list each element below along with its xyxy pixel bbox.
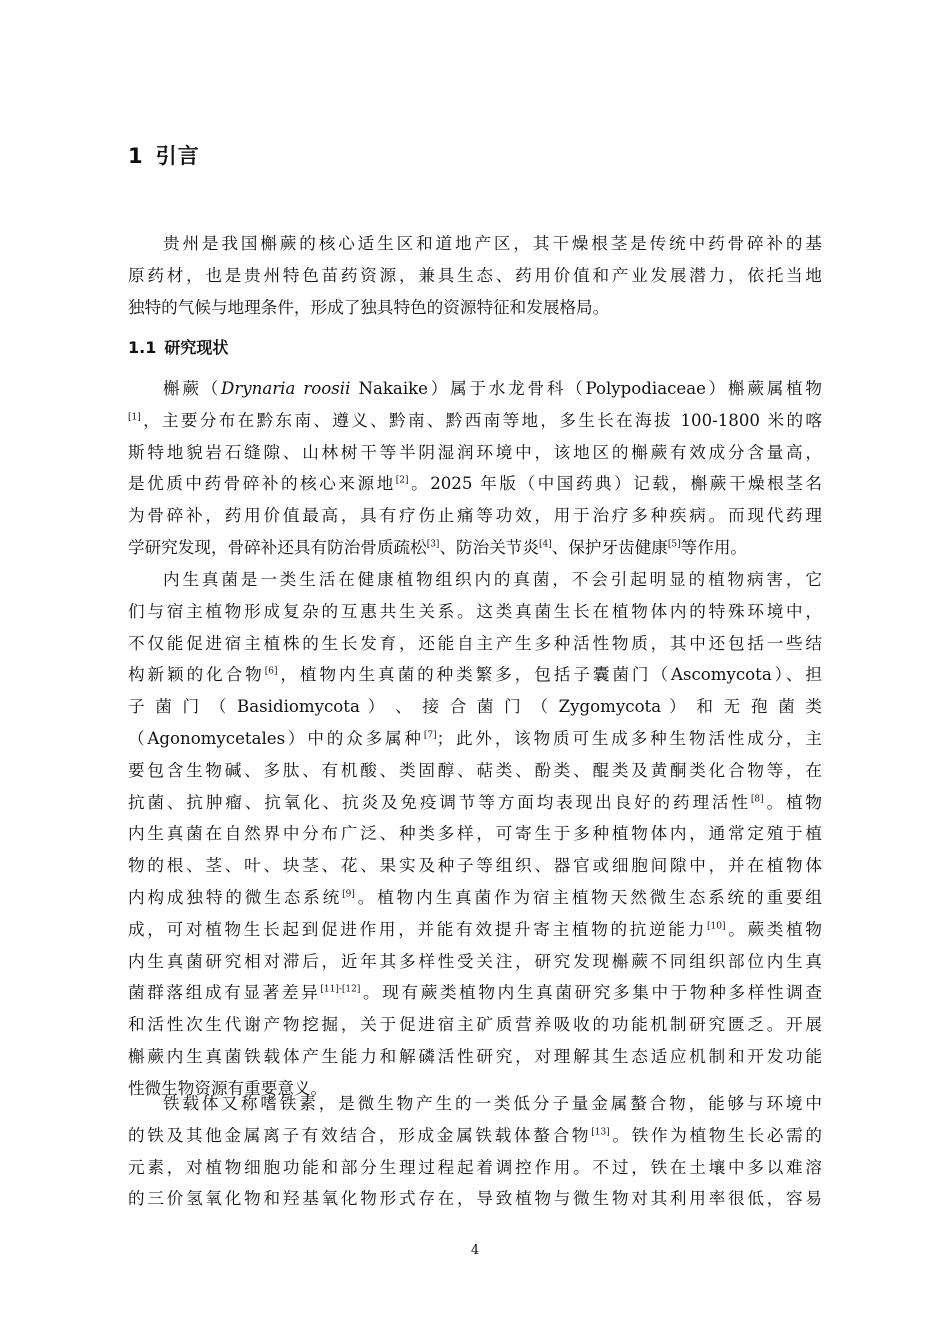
subsection-number: 1.1 <box>128 338 157 357</box>
text-line: 元素，对植物细胞功能和部分生理过程起着调控作用。不过，铁在土壤中多以难溶 <box>128 1157 822 1177</box>
text-run: 抗菌、抗肿瘤、抗氧化、抗炎及免疫调节等方面均表现出良好的药理活性 <box>128 792 751 812</box>
text-run: 学研究发现，骨碎补还具有防治骨质疏松 <box>128 537 427 557</box>
citation: [9] <box>342 889 355 900</box>
text-line <box>128 914 822 946</box>
section-title: 引言 <box>155 144 200 168</box>
text-run: 槲蕨（ <box>163 379 222 398</box>
citation: [11]-[12] <box>320 984 361 995</box>
text-run: 。现有蕨类植物内生真菌研究多集中于物种多样性调查 <box>360 983 823 1003</box>
citation: [1] <box>128 412 141 423</box>
text-line: 内生真菌研究相对滞后，近年其多样性受关注，研究发现槲蕨不同组织部位内生真 <box>128 951 822 971</box>
text-line: 们与宿主植物形成复杂的互惠共生关系。这类真菌生长在植物体内的特殊环境中， <box>128 601 822 621</box>
text-line <box>128 977 822 1009</box>
text-run: 构新颖的化合物 <box>128 665 265 685</box>
text-run: 、防治关节炎 <box>439 537 539 557</box>
text-line <box>128 468 822 500</box>
text-line <box>128 882 822 914</box>
text-run: ，植物内生真菌的种类繁多，包括子囊菌门（Ascomycota）、担 <box>277 665 823 685</box>
text-run: 成，可对植物生长起到促进作用，并能有效提升寄主植物的抗逆能力 <box>128 919 708 939</box>
text-line <box>128 659 822 691</box>
text-line: 内生真菌是一类生活在健康植物组织内的真菌，不会引起明显的植物病害，它 <box>163 570 822 589</box>
text-line: 为骨碎补，药用价值最高，具有疗伤止痛等功效，用于治疗多种疾病。而现代药理 <box>128 506 822 526</box>
page-number: 4 <box>470 1243 480 1258</box>
paragraph-endophytes <box>128 564 822 1105</box>
text-run: ，主要分布在黔东南、遵义、黔南、黔西南等地，多生长在海拔 100-1800 米的喀 <box>140 410 822 430</box>
text-line: 的三价氢氧化物和羟基氧化物形式存在，导致植物与微生物对其利用率很低，容易 <box>128 1189 822 1209</box>
citation: [7] <box>423 730 437 741</box>
text-run: 。植物 <box>763 792 823 812</box>
text-line: 内生真菌在自然界中分布广泛、种类多样，可寄生于多种植物体内，通常定殖于植 <box>128 824 822 844</box>
text-line: 不仅能促进宿主植株的生长发育，还能自主产生多种活性物质，其中还包括一些结 <box>128 633 822 653</box>
text-line: 铁载体又称嗜铁素，是微生物产生的一类低分子量金属螯合物，能够与环境中 <box>163 1094 822 1113</box>
text-run: （Agonomycetales）中的众多属种 <box>128 728 424 748</box>
text-run: Nakaike）属于水龙骨科（Polypodiaceae）槲蕨属植物 <box>350 379 822 398</box>
subsection-heading <box>128 335 228 358</box>
text-line <box>128 787 822 819</box>
citation: [13] <box>591 1127 610 1138</box>
text-line: 贵州是我国槲蕨的核心适生区和道地产区，其干燥根茎是传统中药骨碎补的基 <box>163 234 822 253</box>
text-run: 。植物内生真菌作为宿主植物天然微生态系统的重要组 <box>354 887 823 907</box>
text-line: 性微生物资源有重要意义。 <box>128 1078 328 1098</box>
text-run: 。2025 年版（中国药典）记载，槲蕨干燥根茎名 <box>408 474 822 494</box>
text-run: 内构成独特的微生态系统 <box>128 887 343 907</box>
species-name: Drynaria roosii <box>221 379 351 398</box>
text-run: 。蕨类植物 <box>725 919 823 939</box>
text-run: 等作用。 <box>680 537 748 557</box>
text-run: ；此外，该物质可生成多种生物活性成分，主 <box>436 728 823 748</box>
text-line: 物的根、茎、叶、块茎、花、果实及种子等组织、器官或细胞间隙中，并在植物体 <box>128 856 822 876</box>
section-heading-1 <box>128 140 200 170</box>
citation: [5] <box>667 539 681 550</box>
section-number: 1 <box>128 144 144 168</box>
text-run: 、保护牙齿健康 <box>551 537 668 557</box>
text-line <box>128 1120 822 1152</box>
text-line <box>128 373 822 405</box>
citation: [2] <box>395 475 409 486</box>
text-line: 和活性次生代谢产物挖掘，关于促进宿主矿质营养吸收的功能机制研究匮乏。开展 <box>128 1015 822 1035</box>
paragraph-siderophore <box>128 1088 822 1215</box>
text-line <box>128 723 822 755</box>
text-run: 。铁作为植物生长必需的 <box>609 1125 823 1145</box>
text-line: 原药材，也是贵州特色苗药资源，兼具生态、药用价值和产业发展潜力，依托当地 <box>128 265 822 285</box>
text-line <box>128 405 822 437</box>
citation: [4] <box>539 539 552 550</box>
text-line: 槲蕨内生真菌铁载体产生能力和解磷活性研究，对理解其生态适应机制和开发功能 <box>128 1046 822 1066</box>
text-line <box>128 532 822 564</box>
text-run: 的铁及其他金属离子有效结合，形成金属铁载体螯合物 <box>128 1125 592 1145</box>
paragraph-drynaria <box>128 373 822 564</box>
subsection-title: 研究现状 <box>164 338 229 357</box>
citation: [10] <box>707 921 726 932</box>
text-line: 要包含生物碱、多肽、有机酸、类固醇、萜类、酚类、醌类及黄酮类化合物等，在 <box>128 760 822 780</box>
text-line: 独特的气候与地理条件，形成了独具特色的资源特征和发展格局。 <box>128 297 610 317</box>
text-line: 斯特地貌岩石缝隙、山林树干等半阴湿润环境中，该地区的槲蕨有效成分含量高， <box>128 442 822 462</box>
citation: [6] <box>264 666 278 677</box>
text-run: 菌群落组成有显著差异 <box>128 983 321 1003</box>
citation: [8] <box>750 794 764 805</box>
intro-paragraph <box>128 228 822 323</box>
text-line: 子 菌 门 （ Basidiomycota ） 、 接 合 菌 门 （ Zygomycota ） 和 无 孢 菌 类 <box>128 697 822 717</box>
citation: [3] <box>426 539 440 550</box>
text-run: 是优质中药骨碎补的核心来源地 <box>128 474 396 494</box>
